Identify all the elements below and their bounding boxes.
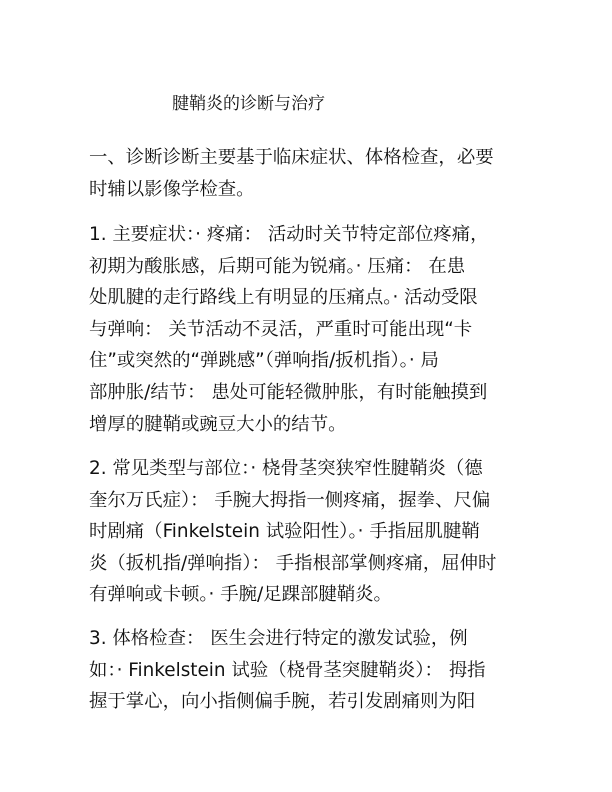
paragraph-diagnosis-intro: 一、诊断诊断主要基于临床症状、体格检查，必要 时辅以影像学检查。 xyxy=(89,147,494,200)
paragraph-main-symptoms: 1. 主要症状：· 疼痛： 活动时关节特定部位疼痛， 初期为酸胀感，后期可能为锐痛。· 压痛： 在患 处肌腱的走行路线上有明显的压痛点。· 活动受限 与弹响： 关节活动不灵活，严重时可能出现“卡 住”或突然的“弹跳感”（弹响指/扳机指）。· 局 部肿胀/结节： 患处可能轻微肿胀，有时能触摸到 增厚的腱鞘或豌豆大小的结节。 xyxy=(89,224,489,435)
paragraph-common-types: 2. 常见类型与部位：· 桡骨茎突狭窄性腱鞘炎（德 奎尔万氏症）： 手腕大拇指一侧疼痛，握拳、尺偏 时剧痛（Finkelstein 试验阳性）。· 手指屈肌腱鞘 炎（扳机指/弹响指）： 手指根部掌侧疼痛，屈伸时 有弹响或卡顿。· 手腕/足踝部腱鞘炎。 xyxy=(89,458,497,606)
document-title: 腱鞘炎的诊断与治疗 xyxy=(172,94,325,114)
paragraph-physical-exam: 3. 体格检查： 医生会进行特定的激发试验，例 如：· Finkelstein 试验（桡骨茎突腱鞘炎）： 拇指 握于掌心，向小指侧偏手腕，若引发剧痛则为阳 xyxy=(89,628,486,713)
